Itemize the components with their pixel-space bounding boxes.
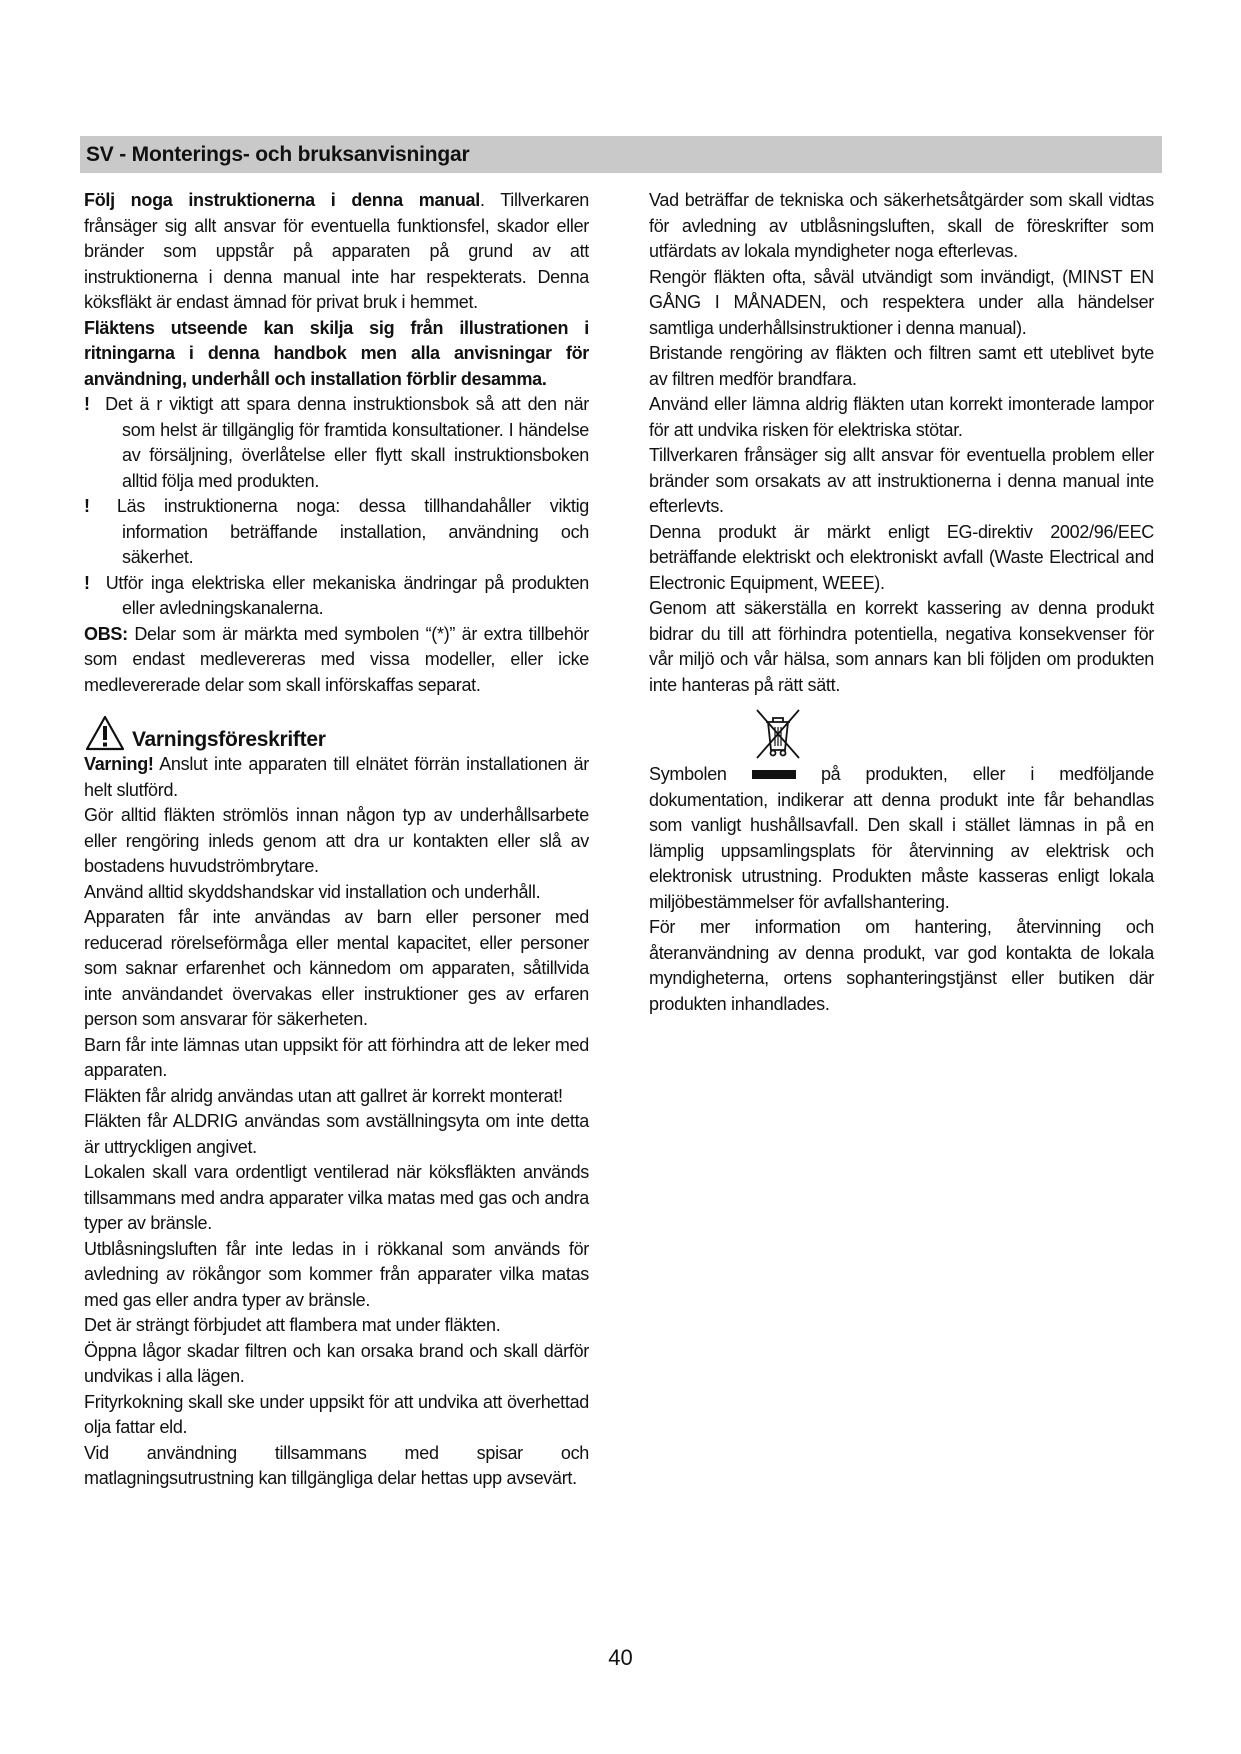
section-title: SV - Monterings- och bruksanvisningar [86,143,470,166]
symbol-word: eller [972,764,1006,784]
safety-paragraph: Vid användning tillsammans med spisar och matlagningsutrustning kan tillgängliga delar hettas upp avsevärt. [84,1442,589,1488]
safety-paragraph: Gör alltid fläkten strömlös innan någon typ av underhållsarbete eller rengöring inleds genom att dra ur kontakten eller slå av bostadens huvudströmbrytare. [84,805,589,876]
symbol-word: på [820,764,841,784]
more-info-paragraph: För mer information om hantering, återvinning och återanvändning av denna produkt, var god kontakta de lokala myndigheterna, ortens sophanteringstjänst eller butiken där produkten inhandlades. [649,917,1154,1014]
obs-label: OBS: [84,623,128,644]
right-column [649,188,1154,1017]
intro-bold: Följ noga instruktionerna i denna manual [84,190,480,210]
info-paragraph: Använd eller lämna aldrig fläkten utan korrekt imonterade lampor för att undvika risken för elektriska stötar. [649,394,1154,440]
info-paragraph: Bristande rengöring av fläkten och filtren samt ett uteblivet byte av filtren medför brandfara. [649,343,1154,389]
safety-paragraph: Det är strängt förbjudet att flambera mat under fläkten. [84,1315,501,1335]
safety-paragraph: Apparaten får inte användas av barn eller personer med reducerad rörelseförmåga eller mental kapacitet, eller personer som saknar erfarenhet och kännedom om apparaten, såtillvida inte användandet övervakas eller instruktioner ges av erfaren person som ansvarar för säkerheten. [84,907,589,1029]
warning-label: Varning! [84,754,154,774]
safety-paragraph: Barn får inte lämnas utan uppsikt för att förhindra att de leker med apparaten. [84,1034,589,1080]
symbol-word: i [1030,764,1035,784]
page-number: 40 [608,1645,633,1670]
symbol-word: medföljande [1059,764,1154,784]
symbol-word: produkten, [865,764,948,784]
exclamation-icon: ! [84,394,90,414]
warnings-heading [84,712,589,752]
obs-text: Delar som är märkta med symbolen “(*)” är extra tillbehör som endast medlevereras med vissa modeller, eller icke medlevererade delar som skall införskaffas separat. [84,623,589,695]
safety-paragraph: Fläkten får ALDRIG användas som avställningsyta om inte detta är uttryckligen angivet. [84,1111,589,1157]
info-paragraph: Rengör fläkten ofta, såväl utvändigt som invändigt, (MINST EN GÅNG I MÅNADEN, och respektera under alla händelser samtliga underhållsinstruktioner i denna manual). [649,266,1154,338]
section-header [80,136,1162,173]
note-text: Läs instruktionerna noga: dessa tillhandahåller viktig information beträffande installation, användning och säkerhet. [116,496,590,567]
warning-paragraph [84,752,589,803]
weee-symbol-area [649,698,1154,762]
note-item [84,571,589,622]
intro-paragraph [84,188,589,316]
info-paragraph: Vad beträffar de tekniska och säkerhetsåtgärder som skall vidtas för avledning av utblåsningsluften, skall de föreskrifter som utfärdats av lokala myndigheter noga efterlevas. [649,190,1154,261]
exclamation-icon: ! [84,572,90,593]
safety-paragraph: Använd alltid skyddshandskar vid installation och underhåll. [84,881,541,902]
warning-text: Anslut inte apparaten till elnätet förrän installationen är helt slutförd. [84,754,589,800]
black-bar-icon [752,770,796,779]
intro-text: . Tillverkaren frånsäger sig allt ansvar för eventuella funktionsfel, skador eller bränder som uppstår på apparaten på grund av att instruktionerna i denna manual inte har respekterats. Denna köksfläkt är endast ämnad för privat bruk i hemmet. [84,190,589,312]
crossed-bin-icon [749,704,807,762]
symbol-paragraph: dokumentation, indikerar att denna produkt inte får behandlas som vanligt hushållsavfall. Den skall i stället lämnas in på en lämplig uppsamlingsplats för återvinning av elektrisk och elektronisk utrustning. Produkten måste kasseras enligt lokala miljöbestämmelser för avfallshantering. [649,789,1154,912]
appearance-note: Fläktens utseende kan skilja sig från illustrationen i ritningarna i denna handbok men alla anvisningar för användning, underhåll och installation förblir desamma. [84,317,589,389]
safety-paragraph: Fläkten får alridg användas utan att gallret är korrekt monterat! [84,1085,563,1106]
symbol-word: Symbolen [649,764,727,784]
info-paragraph: Tillverkaren frånsäger sig allt ansvar för eventuella problem eller bränder som orsakats av att instruktionerna i denna manual inte efterlevts. [649,445,1154,516]
warnings-heading-text: Varningsföreskrifter [132,727,326,751]
left-column [84,188,589,1492]
note-text: Det ä r viktigt att spara denna instruktionsbok så att den när som helst är tillgänglig för framtida konsultationer. I händelse av försäljning, överlåtelse eller flytt skall instruktionsboken alltid följa med produkten. [105,394,589,491]
note-item [84,392,589,494]
note-item [84,494,589,571]
safety-paragraph: Frityrkokning skall ske under uppsikt för att undvika att överhettad olja fattar eld. [84,1391,589,1437]
safety-paragraph: Utblåsningsluften får inte ledas in i rökkanal som används för avledning av rökångor som kommer från apparater vilka matas med gas eller andra typer av bränsle. [84,1238,589,1310]
exclamation-icon: ! [84,496,90,516]
info-paragraph: Denna produkt är märkt enligt EG-direktiv 2002/96/EEC beträffande elektriskt och elektroniskt avfall (Waste Electrical and Electronic Equipment, WEEE). [649,521,1154,593]
symbol-line [649,762,1154,788]
obs-paragraph [84,622,589,699]
safety-paragraph: Lokalen skall vara ordentligt ventilerad när köksfläkten används tillsammans med andra apparater vilka matas med gas och andra typer av bränsle. [84,1162,589,1233]
note-text: Utför inga elektriska eller mekaniska ändringar på produkten eller avledningskanalerna. [105,572,589,618]
safety-paragraph: Öppna lågor skadar filtren och kan orsaka brand och skall därför undvikas i alla lägen. [84,1340,589,1386]
warning-triangle-icon [84,714,126,752]
info-paragraph: Genom att säkerställa en korrekt kassering av denna produkt bidrar du till att förhindra potentiella, negativa konsekvenser för vår miljö och vår hälsa, som annars kan bli följden om produkten inte hanteras på rätt sätt. [649,598,1154,695]
